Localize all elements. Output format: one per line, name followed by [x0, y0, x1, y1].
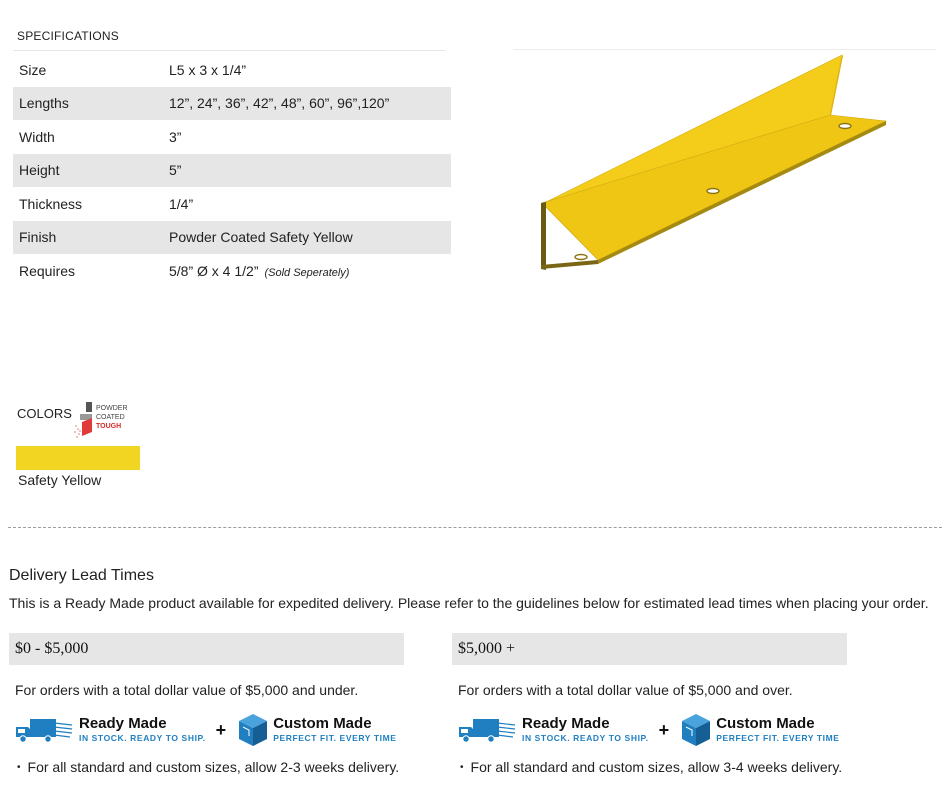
badge-line3: TOUGH	[96, 423, 122, 430]
spec-row-finish	[13, 221, 451, 255]
section-divider	[8, 527, 942, 528]
spec-row-size	[13, 53, 451, 87]
ready-made-name: Ready Made	[79, 715, 167, 732]
spec-value: 1/4”	[169, 195, 194, 212]
spec-value: L5 x 3 x 1/4”	[169, 61, 247, 78]
truck-icon	[14, 715, 74, 745]
delivery-tier-over-5000	[452, 633, 847, 775]
specifications-table	[13, 53, 451, 288]
custom-made-tagline: PERFECT FIT. EVERY TIME	[273, 733, 397, 743]
plus-sign: +	[215, 719, 227, 740]
spec-label: Thickness	[19, 195, 83, 212]
ready-made-logo	[79, 716, 206, 744]
custom-made-tagline: PERFECT FIT. EVERY TIME	[716, 733, 840, 743]
spec-label: Requires	[19, 262, 76, 279]
spec-row-width	[13, 120, 451, 154]
ready-made-name: Ready Made	[522, 715, 610, 732]
spec-row-lengths	[13, 87, 451, 121]
spec-row-thickness	[13, 187, 451, 221]
spec-row-height	[13, 154, 451, 188]
spec-value-text: 5/8” Ø x 4 1/2”	[169, 262, 259, 279]
color-swatch-safety-yellow[interactable]	[16, 446, 140, 470]
tier-range: $0 - $5,000	[9, 633, 404, 665]
ready-made-tagline: IN STOCK. READY TO SHIP.	[522, 733, 649, 743]
spec-note: (Sold Seperately)	[264, 266, 350, 279]
plus-sign: +	[658, 719, 670, 740]
tier-range: $5,000 +	[452, 633, 847, 665]
specifications-heading: SPECIFICATIONS	[17, 29, 119, 43]
spec-label: Lengths	[19, 95, 69, 112]
tier-note-text: For all standard and custom sizes, allow 3-4 weeks delivery.	[470, 759, 843, 775]
ready-made-tagline: IN STOCK. READY TO SHIP.	[79, 733, 206, 743]
custom-made-logo	[716, 716, 839, 744]
bullet-icon: •	[460, 762, 464, 773]
tier-note-text: For all standard and custom sizes, allow 2-3 weeks delivery.	[27, 759, 400, 775]
delivery-tier-under-5000	[9, 633, 404, 775]
spec-value: 5”	[169, 162, 182, 179]
powder-coated-badge-icon	[72, 400, 136, 440]
truck-icon	[457, 715, 517, 745]
badge-line2: COATED	[96, 414, 125, 421]
spec-value: 3”	[169, 128, 182, 145]
delivery-description: This is a Ready Made product available for expedited delivery. Please refer to the guidelines below for estimated lead times when placing your order.	[9, 595, 929, 611]
tier-logos	[9, 713, 404, 747]
color-swatch-label: Safety Yellow	[18, 472, 102, 488]
box-icon	[681, 713, 711, 747]
spec-value: Powder Coated Safety Yellow	[169, 229, 353, 246]
delivery-title: Delivery Lead Times	[9, 567, 154, 584]
tier-note	[9, 759, 404, 775]
box-icon	[238, 713, 268, 747]
badge-line1: POWDER	[96, 405, 128, 412]
custom-made-logo	[273, 716, 396, 744]
spec-label: Height	[19, 162, 60, 179]
ready-made-logo	[522, 716, 649, 744]
spec-value: 12”, 24”, 36”, 42”, 48”, 60”, 96”,120”	[169, 95, 390, 112]
angle-bracket-product-image	[530, 50, 895, 280]
spec-label: Size	[19, 61, 47, 78]
spec-row-requires	[13, 254, 451, 288]
colors-label: COLORS	[17, 406, 72, 421]
tier-text: For orders with a total dollar value of $5,000 and under.	[15, 682, 359, 698]
spec-value	[169, 263, 451, 279]
tier-text: For orders with a total dollar value of $5,000 and over.	[458, 682, 793, 698]
custom-made-name: Custom Made	[716, 715, 815, 732]
specifications-divider	[13, 50, 445, 51]
tier-note	[452, 759, 847, 775]
spec-label: Finish	[19, 229, 57, 246]
spec-label: Width	[19, 128, 55, 145]
bullet-icon: •	[17, 762, 21, 773]
custom-made-name: Custom Made	[273, 715, 372, 732]
tier-logos	[452, 713, 847, 747]
